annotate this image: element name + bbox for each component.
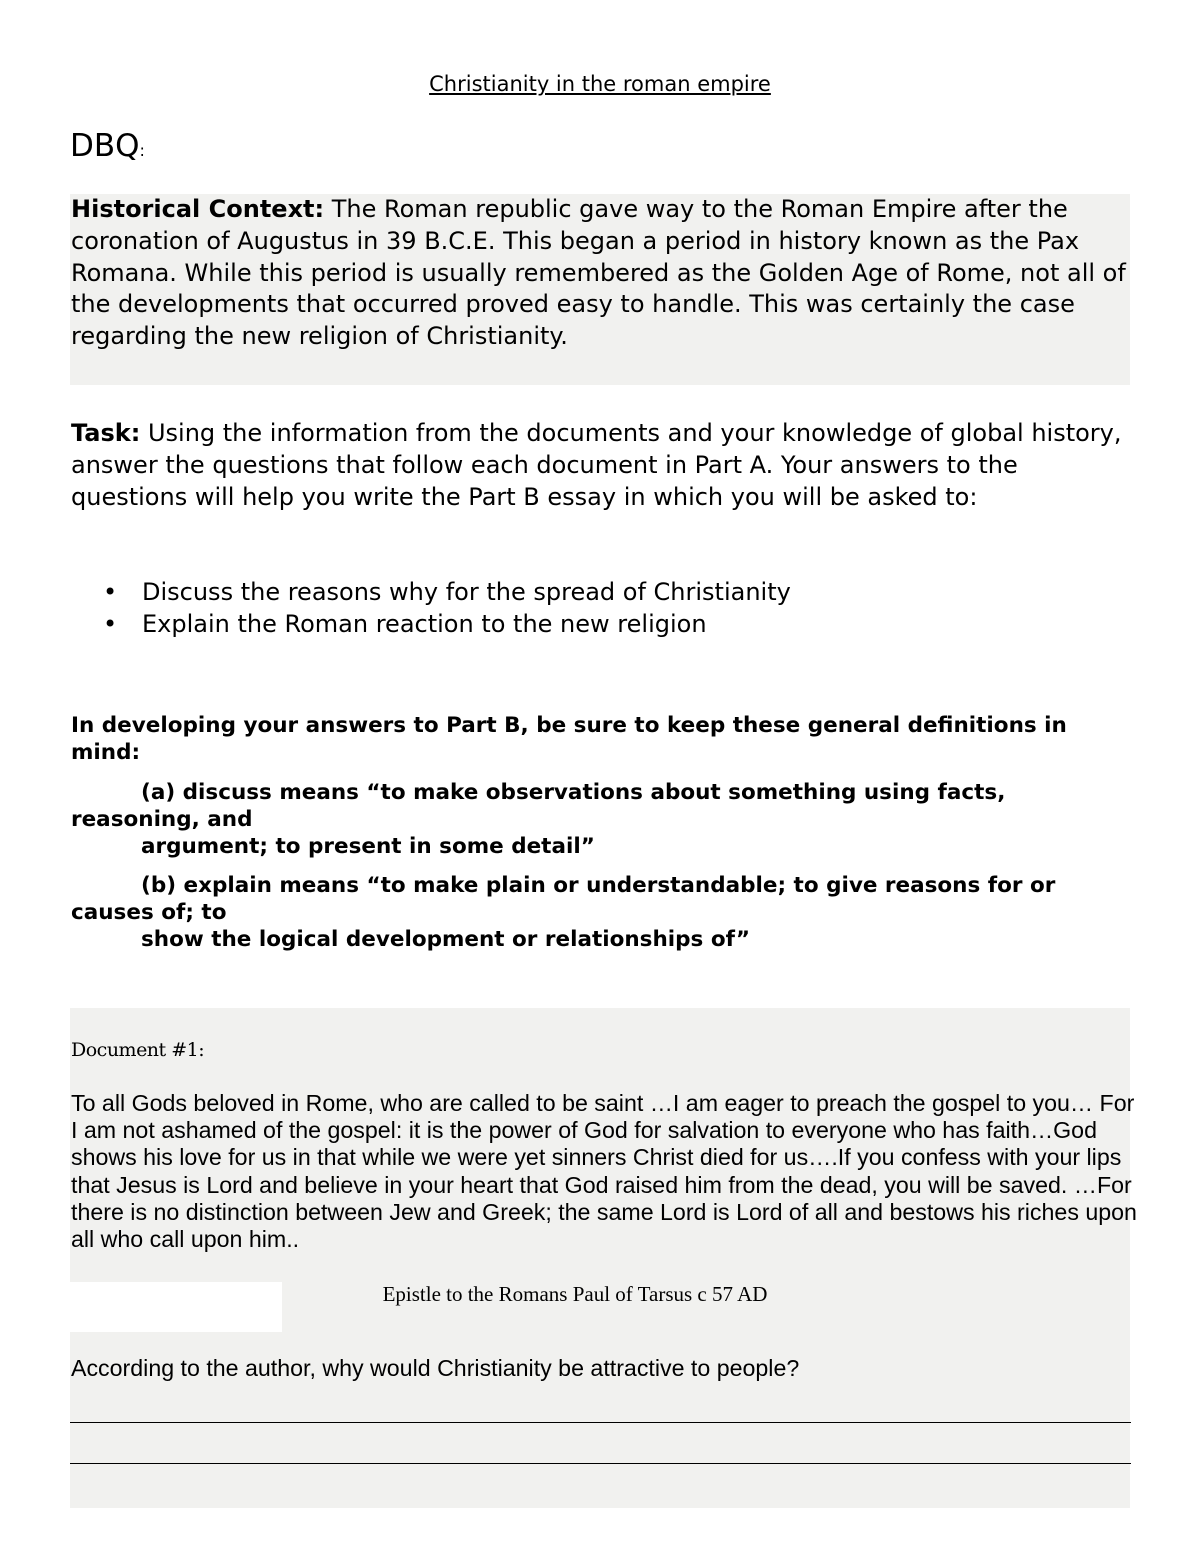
dbq-label: DBQ: [70, 128, 140, 164]
answer-line[interactable]: [70, 1422, 1131, 1423]
definition-discuss: [71, 779, 1141, 860]
definitions-intro: In developing your answers to Part B, be sure to keep these general definitions in mind:: [71, 713, 1067, 765]
bullet-text-explain: Explain the Roman reaction to the new religion: [142, 610, 707, 638]
document-1-unshaded-gap: [70, 1282, 282, 1332]
bullet-icon: •: [103, 578, 118, 606]
document-1-quote: To all Gods beloved in Rome, who are called to be saint …I am eager to preach the gospel to you… For I am not ashamed of the gospel: it is the power of God for salvation to everyone who has faith…God shows his love for us in that while we were yet sinners Christ died for us….If you confess with your lips that Jesus is Lord and believe in your heart that God raised him from the dead, you will be saved. …For there is no distinction between Jew and Greek; the same Lord is Lord of all and bestows his riches upon all who call upon him..: [71, 1090, 1137, 1253]
task-bullet-list: [0, 576, 791, 640]
dbq-colon: :: [139, 141, 145, 160]
definition-discuss-line1: (a) discuss means “to make observations about something using facts, reasoning, and: [71, 780, 1006, 832]
bullet-text-discuss: Discuss the reasons why for the spread of Christianity: [142, 578, 791, 606]
page-title: Christianity in the roman empire: [429, 72, 771, 96]
historical-context-label: Historical Context:: [71, 195, 325, 223]
document-1-shading: [70, 1008, 1130, 1508]
answer-line[interactable]: [70, 1463, 1131, 1464]
list-item: [0, 608, 791, 640]
bullet-icon: •: [103, 610, 118, 638]
document-1-label: Document #1:: [71, 1039, 205, 1061]
task-text: Using the information from the documents and your knowledge of global history, answer the questions that follow each document in Part A. Your answers to the questions will help you write the Part B essay in which you will be asked to:: [71, 419, 1122, 511]
list-item: [0, 576, 791, 608]
dbq-heading: [70, 128, 145, 164]
task-label: Task:: [71, 419, 141, 447]
document-1-attribution: Epistle to the Romans Paul of Tarsus c 57 AD: [382, 1282, 768, 1306]
definition-explain-line2: show the logical development or relationships of”: [141, 927, 750, 952]
definition-explain-line1: (b) explain means “to make plain or understandable; to give reasons for or causes of; to: [71, 873, 1056, 925]
historical-context-paragraph: [71, 194, 1131, 353]
historical-context-text: The Roman republic gave way to the Roman Empire after the coronation of Augustus in 39 B.C.E. This began a period in history known as the Pax Romana. While this period is usually remembered as the Golden Age of Rome, not all of the developments that occurred proved easy to handle. This was certainly the case regarding the new religion of Christianity.: [71, 195, 1126, 351]
definition-discuss-line2: argument; to present in some detail”: [141, 834, 595, 859]
document-1-question: According to the author, why would Christianity be attractive to people?: [71, 1355, 800, 1381]
definition-explain: [71, 872, 1141, 953]
task-paragraph: [71, 418, 1131, 513]
